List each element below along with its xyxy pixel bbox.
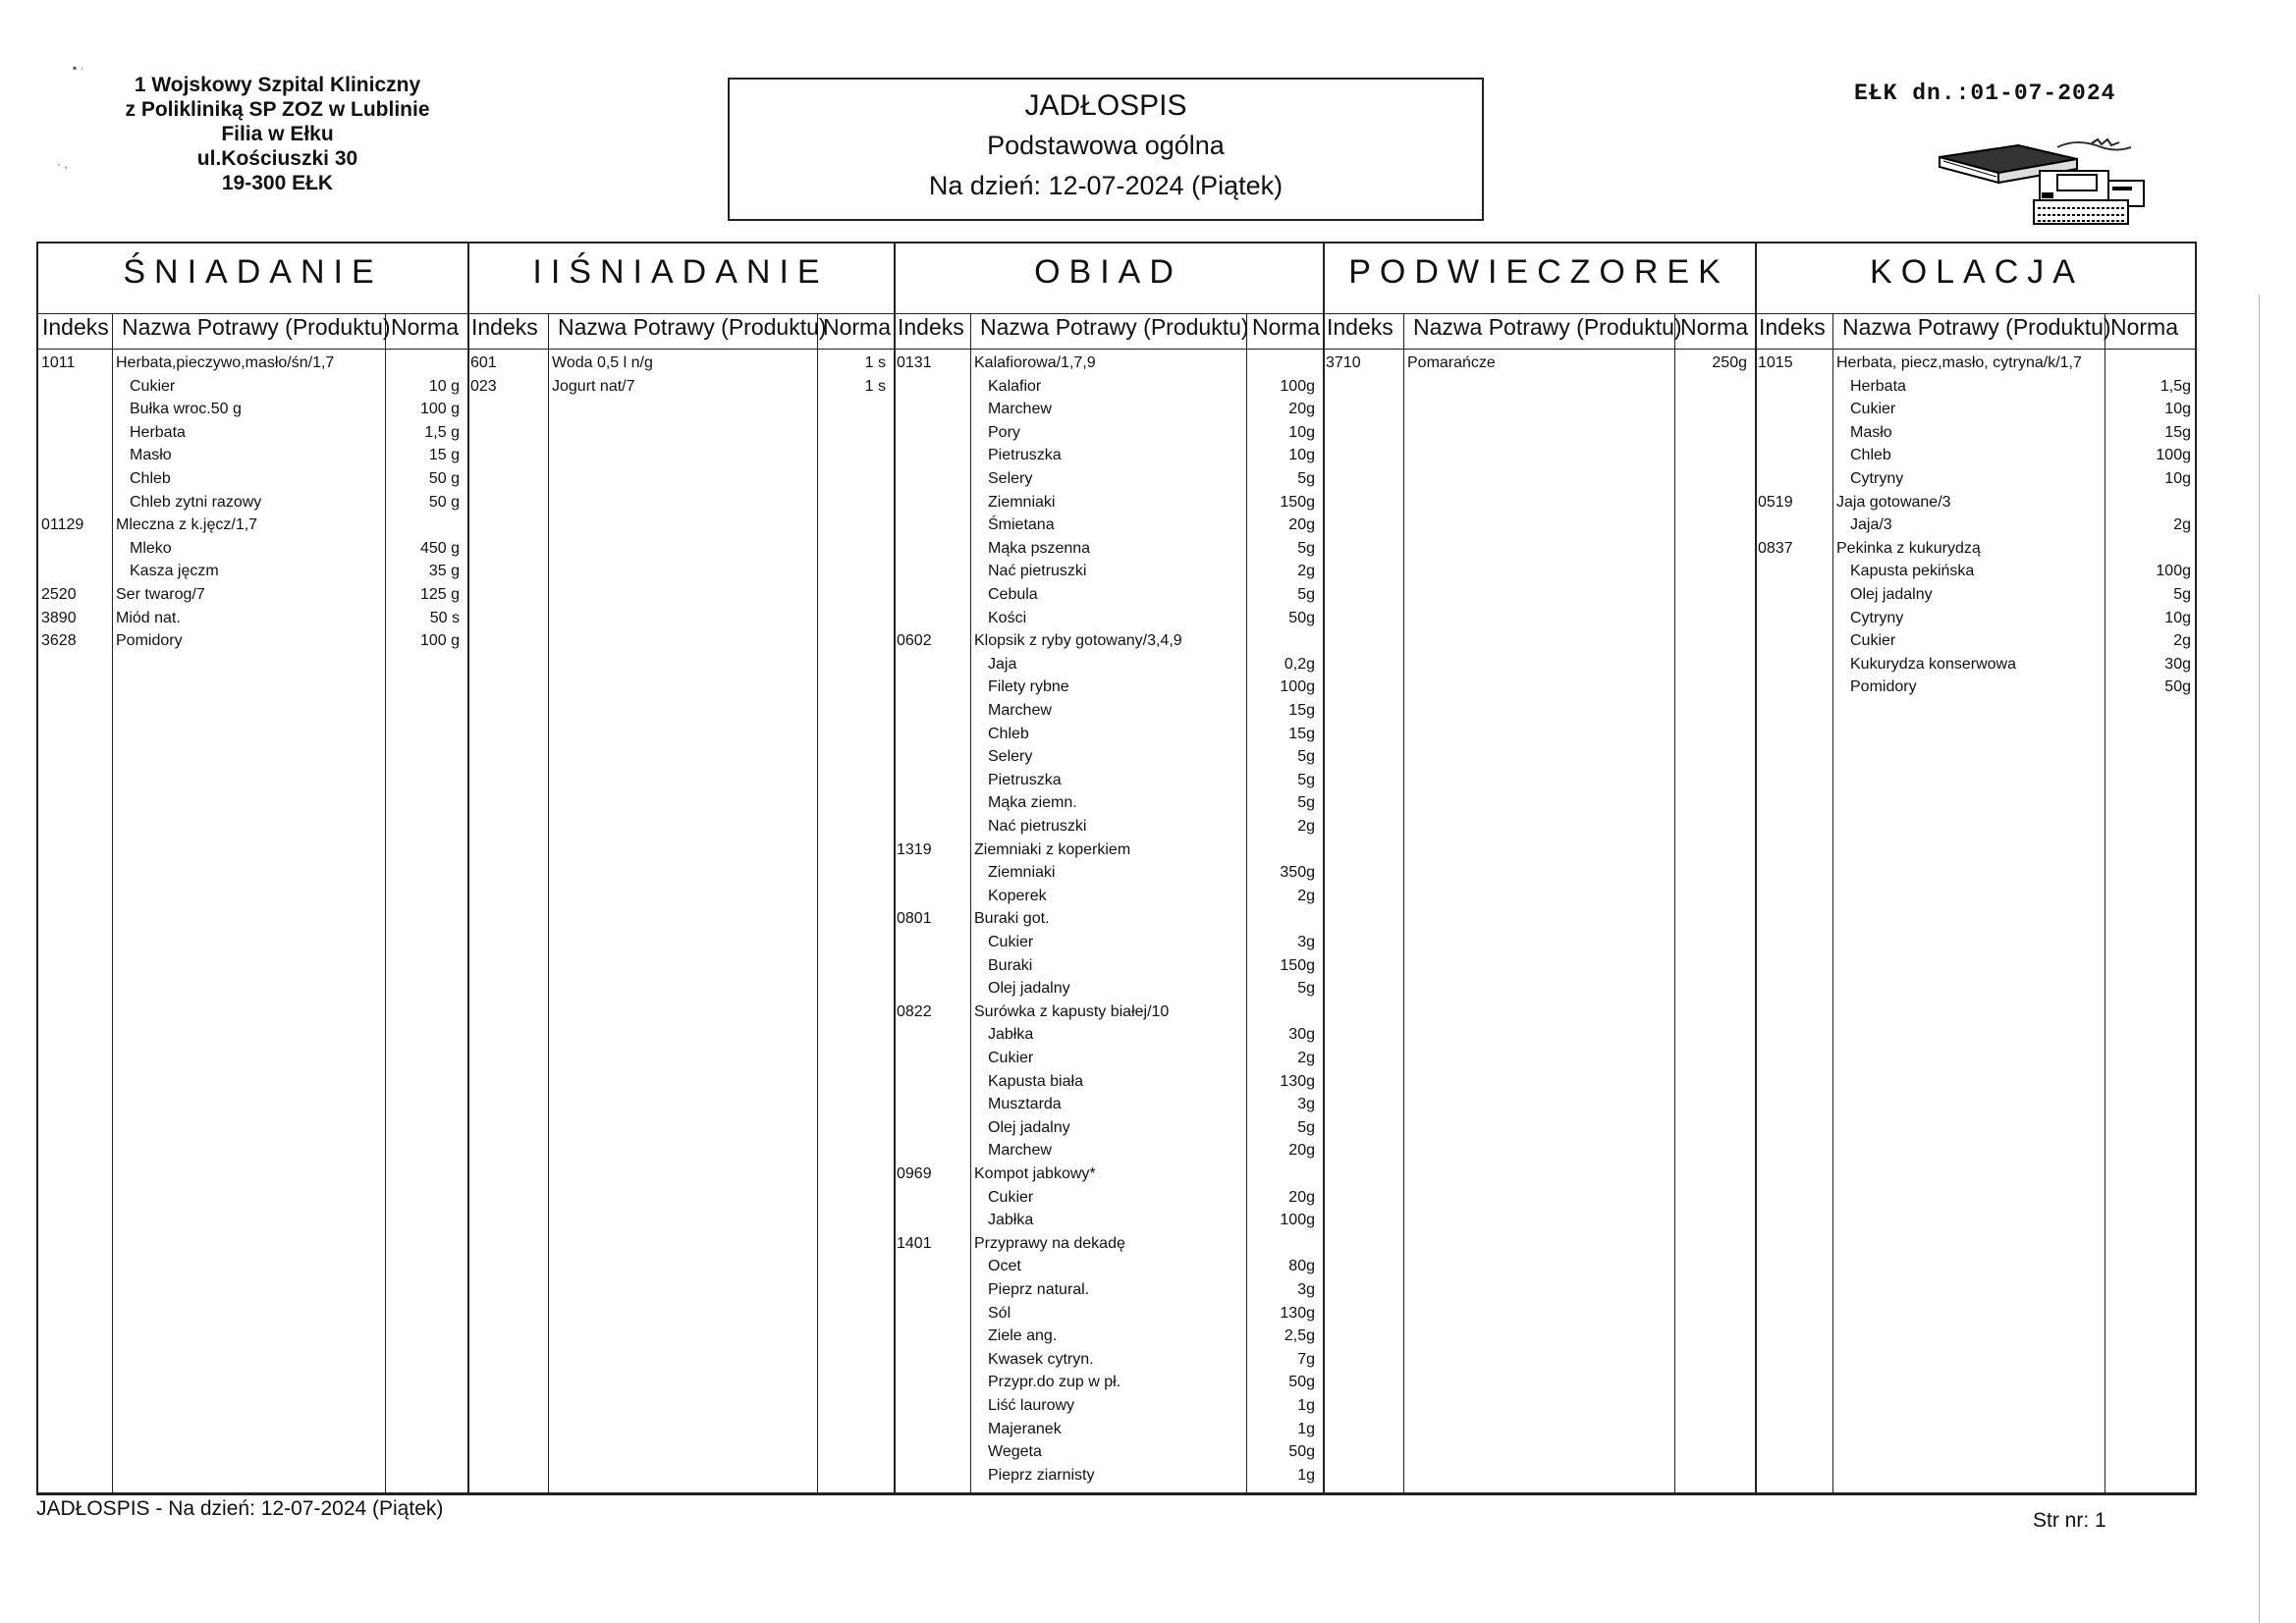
- ingredient-name: Wegeta: [988, 1443, 1042, 1461]
- ingredient-name: Olej jadalny: [988, 980, 1070, 998]
- ingredient-name: Cukier: [130, 377, 176, 395]
- ingredient-name: Cytryny: [1850, 470, 1904, 487]
- ingredient-name: Kalafior: [988, 377, 1042, 395]
- portion-norm: 1g: [1297, 1466, 1315, 1484]
- column-header-norm: Norma: [823, 314, 892, 340]
- scan-speck: ▪ ·: [73, 61, 84, 75]
- portion-norm: 10g: [2164, 609, 2191, 626]
- column-header-index: Indeks: [898, 314, 964, 340]
- ingredient-name: Kapusta pekińska: [1850, 563, 1975, 580]
- portion-norm: 5g: [1297, 980, 1315, 998]
- portion-norm: 3g: [1297, 1096, 1315, 1113]
- portion-norm: 80g: [1288, 1258, 1315, 1275]
- dish-name: Pomarańcze: [1407, 354, 1496, 371]
- portion-norm: 10g: [2164, 470, 2191, 487]
- portion-norm: 15 g: [428, 447, 460, 464]
- column-header-divider: [38, 349, 2195, 350]
- portion-norm: 50g: [1288, 609, 1315, 626]
- dish-name: Jogurt nat/7: [552, 377, 635, 395]
- ingredient-name: Olej jadalny: [988, 1118, 1070, 1136]
- ingredient-name: Ziemniaki: [988, 493, 1056, 511]
- page-number: Str nr: 1: [2033, 1509, 2106, 1532]
- portion-norm: 50g: [1288, 1443, 1315, 1461]
- section-title: IIŚNIADANIE: [532, 253, 829, 291]
- ingredient-name: Bułka wroc.50 g: [130, 401, 242, 418]
- column-header-index: Indeks: [471, 314, 538, 340]
- ingredient-name: Kwasek cytryn.: [988, 1350, 1094, 1368]
- dish-name: Jaja gotowane/3: [1836, 493, 1951, 511]
- section-divider: [1755, 243, 1757, 1492]
- dish-name: Woda 0,5 l n/g: [552, 354, 653, 371]
- portion-norm: 50g: [1288, 1374, 1315, 1391]
- dish-name: Kalafiorowa/1,7,9: [974, 354, 1096, 371]
- ingredient-name: Kasza jęczm: [130, 563, 219, 580]
- portion-norm: 1,5 g: [424, 423, 460, 441]
- ingredient-name: Mleko: [130, 539, 172, 557]
- dish-index: 0801: [897, 910, 932, 928]
- ingredient-name: Pietruszka: [988, 771, 1062, 788]
- dish-index: 023: [470, 377, 497, 395]
- portion-norm: 2g: [2173, 516, 2191, 534]
- ingredient-name: Selery: [988, 470, 1033, 487]
- ingredient-name: Cukier: [988, 934, 1034, 950]
- column-divider: [1832, 313, 1833, 1492]
- ingredient-name: Marchew: [988, 702, 1052, 719]
- ingredient-name: Jaja/3: [1850, 516, 1892, 534]
- portion-norm: 1 s: [864, 377, 886, 395]
- dish-index: 0602: [897, 632, 932, 650]
- portion-norm: 5g: [2173, 586, 2191, 603]
- dish-name: Mleczna z k.jęcz/1,7: [116, 516, 258, 534]
- dish-index: 1011: [41, 354, 76, 371]
- ingredient-name: Kapusta biała: [988, 1072, 1083, 1090]
- hospital-name-line: 1 Wojskowy Szpital Kliniczny: [134, 74, 421, 96]
- ingredient-name: Chleb: [1850, 447, 1891, 464]
- section-divider: [467, 243, 469, 1492]
- ingredient-name: Jabłka: [988, 1026, 1034, 1044]
- dish-index: 1401: [897, 1234, 932, 1252]
- issue-date: EŁK dn.:01-07-2024: [1854, 81, 2116, 106]
- portion-norm: 50 g: [428, 493, 460, 511]
- portion-norm: 30g: [1288, 1026, 1315, 1044]
- portion-norm: 130g: [1280, 1072, 1315, 1090]
- ingredient-name: Kości: [988, 609, 1027, 626]
- book-and-computer-icon: [1930, 137, 2165, 231]
- column-divider: [1403, 313, 1404, 1492]
- column-header-index: Indeks: [1327, 314, 1394, 340]
- ingredient-name: Cukier: [988, 1188, 1034, 1206]
- column-header-name: Nazwa Potrawy (Produktu): [980, 314, 1249, 340]
- footer-title: JADŁOSPIS - Na dzień: 12-07-2024 (Piątek): [36, 1497, 444, 1520]
- ingredient-name: Chleb: [130, 470, 171, 487]
- ingredient-name: Masło: [1850, 423, 1892, 441]
- ingredient-name: Mąka ziemn.: [988, 794, 1077, 812]
- hospital-address: [108, 73, 447, 195]
- ingredient-name: Koperek: [988, 887, 1047, 904]
- ingredient-name: Olej jadalny: [1850, 586, 1933, 603]
- dish-name: Kompot jabkowy*: [974, 1165, 1096, 1182]
- scan-edge-line: [2259, 295, 2260, 1623]
- portion-norm: 10g: [1288, 423, 1315, 441]
- portion-norm: 10g: [2164, 401, 2191, 418]
- column-divider: [817, 313, 818, 1492]
- column-divider: [548, 313, 549, 1492]
- column-header-name: Nazwa Potrawy (Produktu): [1842, 314, 2111, 340]
- portion-norm: 250g: [1712, 354, 1747, 371]
- dish-index: 1319: [897, 840, 932, 858]
- dish-name: Buraki got.: [974, 910, 1050, 928]
- dish-index: 0131: [897, 354, 932, 371]
- ingredient-name: Cebula: [988, 586, 1038, 603]
- ingredient-name: Herbata: [130, 423, 186, 441]
- portion-norm: 100g: [1280, 377, 1315, 395]
- column-divider: [385, 313, 386, 1492]
- diet-name: Podstawowa ogólna: [987, 131, 1225, 160]
- column-header-index: Indeks: [1759, 314, 1826, 340]
- column-divider: [112, 313, 113, 1492]
- ingredient-name: Przypr.do zup w pł.: [988, 1374, 1121, 1391]
- portion-norm: 10g: [1288, 447, 1315, 464]
- portion-norm: 5g: [1297, 748, 1315, 766]
- column-divider: [970, 313, 971, 1492]
- dish-index: 3710: [1326, 354, 1361, 371]
- portion-norm: 5g: [1297, 470, 1315, 487]
- section-title: OBIAD: [1034, 253, 1182, 291]
- portion-norm: 1,5g: [2159, 377, 2191, 395]
- portion-norm: 130g: [1280, 1304, 1315, 1322]
- hospital-branch: Filia w Ełku: [221, 123, 334, 145]
- portion-norm: 2g: [1297, 818, 1315, 835]
- dish-name: Herbata, piecz,masło, cytryna/k/1,7: [1836, 354, 2082, 371]
- portion-norm: 350g: [1280, 864, 1315, 882]
- portion-norm: 15g: [1288, 725, 1315, 742]
- dish-name: Miód nat.: [116, 609, 181, 626]
- portion-norm: 20g: [1288, 1188, 1315, 1206]
- ingredient-name: Cukier: [1850, 401, 1896, 418]
- dish-name: Herbata,pieczywo,masło/śn/1,7: [116, 354, 335, 371]
- dish-index: 1015: [1758, 354, 1793, 371]
- ingredient-name: Jaja: [988, 655, 1017, 673]
- section-title: ŚNIADANIE: [123, 253, 383, 291]
- portion-norm: 1g: [1297, 1420, 1315, 1437]
- portion-norm: 100g: [2156, 447, 2191, 464]
- portion-norm: 2g: [1297, 1050, 1315, 1066]
- ingredient-name: Pieprz ziarnisty: [988, 1466, 1095, 1484]
- dish-index: 0837: [1758, 539, 1793, 557]
- portion-norm: 5g: [1297, 586, 1315, 603]
- ingredient-name: Selery: [988, 748, 1033, 766]
- ingredient-name: Marchew: [988, 1142, 1052, 1160]
- portion-norm: 7g: [1297, 1350, 1315, 1368]
- column-header-norm: Norma: [2110, 314, 2179, 340]
- portion-norm: 2,5g: [1284, 1327, 1315, 1345]
- portion-norm: 100g: [1280, 678, 1315, 696]
- hospital-city: 19-300 EŁK: [221, 172, 334, 194]
- ingredient-name: Buraki: [988, 956, 1033, 974]
- ingredient-name: Ziemniaki: [988, 864, 1056, 882]
- dish-name: Surówka z kapusty białej/10: [974, 1002, 1170, 1020]
- dish-name: Pomidory: [116, 632, 183, 650]
- dish-name: Ser twarog/7: [116, 586, 205, 603]
- ingredient-name: Masło: [130, 447, 172, 464]
- dish-index: 601: [470, 354, 497, 371]
- ingredient-name: Filety rybne: [988, 678, 1069, 696]
- title-box: [728, 78, 1484, 221]
- dish-index: 01129: [41, 516, 84, 534]
- hospital-street: ul.Kościuszki 30: [196, 147, 358, 170]
- hospital-name-line: z Polikliniką SP ZOZ w Lublinie: [125, 98, 430, 121]
- portion-norm: 150g: [1280, 956, 1315, 974]
- portion-norm: 50 g: [428, 470, 460, 487]
- portion-norm: 20g: [1288, 1142, 1315, 1160]
- portion-norm: 100g: [2156, 563, 2191, 580]
- document-title: JADŁOSPIS: [1024, 89, 1187, 122]
- portion-norm: 15g: [2164, 423, 2191, 441]
- ingredient-name: Majeranek: [988, 1420, 1062, 1437]
- column-header-norm: Norma: [391, 314, 460, 340]
- ingredient-name: Herbata: [1850, 377, 1906, 395]
- dish-index: 3628: [41, 632, 77, 650]
- portion-norm: 3g: [1297, 1281, 1315, 1298]
- column-header-norm: Norma: [1252, 314, 1321, 340]
- portion-norm: 5g: [1297, 794, 1315, 812]
- dish-index: 0519: [1758, 493, 1793, 511]
- column-header-index: Indeks: [42, 314, 109, 340]
- column-header-norm: Norma: [1680, 314, 1749, 340]
- portion-norm: 15g: [1288, 702, 1315, 719]
- ingredient-name: Nać pietruszki: [988, 563, 1087, 580]
- ingredient-name: Marchew: [988, 401, 1052, 418]
- dish-index: 0822: [897, 1002, 932, 1020]
- ingredient-name: Pietruszka: [988, 447, 1062, 464]
- portion-norm: 20g: [1288, 401, 1315, 418]
- dish-name: Pekinka z kukurydzą: [1836, 539, 1981, 557]
- section-divider: [894, 243, 896, 1492]
- portion-norm: 50 s: [429, 609, 460, 626]
- scan-speck: · ,: [57, 157, 68, 171]
- portion-norm: 0,2g: [1284, 655, 1315, 673]
- ingredient-name: Mąka pszenna: [988, 539, 1091, 557]
- ingredient-name: Ziele ang.: [988, 1327, 1058, 1345]
- column-divider: [1674, 313, 1675, 1492]
- column-header-name: Nazwa Potrawy (Produktu): [1413, 314, 1682, 340]
- column-header-name: Nazwa Potrawy (Produktu): [558, 314, 827, 340]
- ingredient-name: Liść laurowy: [988, 1397, 1075, 1414]
- ingredient-name: Śmietana: [988, 516, 1055, 534]
- dish-index: 2520: [41, 586, 77, 603]
- menu-date: Na dzień: 12-07-2024 (Piątek): [928, 171, 1284, 200]
- menu-table: [36, 242, 2197, 1495]
- section-title: KOLACJA: [1870, 253, 2084, 291]
- section-title: PODWIECZOREK: [1348, 253, 1729, 291]
- ingredient-name: Pory: [988, 423, 1020, 441]
- dish-name: Przyprawy na dekadę: [974, 1234, 1125, 1252]
- portion-norm: 100 g: [419, 632, 460, 650]
- ingredient-name: Cukier: [988, 1050, 1034, 1066]
- dish-index: 0969: [897, 1165, 932, 1182]
- portion-norm: 2g: [2173, 632, 2191, 650]
- portion-norm: 1g: [1297, 1397, 1315, 1414]
- portion-norm: 5g: [1297, 771, 1315, 788]
- portion-norm: 100g: [1280, 1212, 1315, 1229]
- ingredient-name: Pomidory: [1850, 678, 1917, 696]
- column-header-name: Nazwa Potrawy (Produktu): [122, 314, 391, 340]
- portion-norm: 3g: [1297, 934, 1315, 950]
- portion-norm: 125 g: [419, 586, 460, 603]
- ingredient-name: Jabłka: [988, 1212, 1034, 1229]
- portion-norm: 5g: [1297, 1118, 1315, 1136]
- ingredient-name: Musztarda: [988, 1096, 1062, 1113]
- portion-norm: 20g: [1288, 516, 1315, 534]
- portion-norm: 150g: [1280, 493, 1315, 511]
- section-divider: [1323, 243, 1325, 1492]
- ingredient-name: Pieprz natural.: [988, 1281, 1090, 1298]
- portion-norm: 10 g: [428, 377, 460, 395]
- ingredient-name: Nać pietruszki: [988, 818, 1087, 835]
- dish-index: 3890: [41, 609, 77, 626]
- ingredient-name: Ocet: [988, 1258, 1021, 1275]
- portion-norm: 100 g: [419, 401, 460, 418]
- portion-norm: 1 s: [864, 354, 886, 371]
- ingredient-name: Kukurydza konserwowa: [1850, 655, 2016, 673]
- portion-norm: 2g: [1297, 887, 1315, 904]
- dish-name: Ziemniaki z koperkiem: [974, 840, 1131, 858]
- ingredient-name: Chleb: [988, 725, 1029, 742]
- ingredient-name: Cytryny: [1850, 609, 1904, 626]
- portion-norm: 450 g: [419, 539, 460, 557]
- portion-norm: 35 g: [428, 563, 460, 580]
- portion-norm: 5g: [1297, 539, 1315, 557]
- ingredient-name: Cukier: [1850, 632, 1896, 650]
- ingredient-name: Chleb zytni razowy: [130, 493, 262, 511]
- portion-norm: 30g: [2164, 655, 2191, 673]
- dish-name: Klopsik z ryby gotowany/3,4,9: [974, 632, 1182, 650]
- portion-norm: 50g: [2164, 678, 2191, 696]
- ingredient-name: Sól: [988, 1304, 1011, 1322]
- portion-norm: 2g: [1297, 563, 1315, 580]
